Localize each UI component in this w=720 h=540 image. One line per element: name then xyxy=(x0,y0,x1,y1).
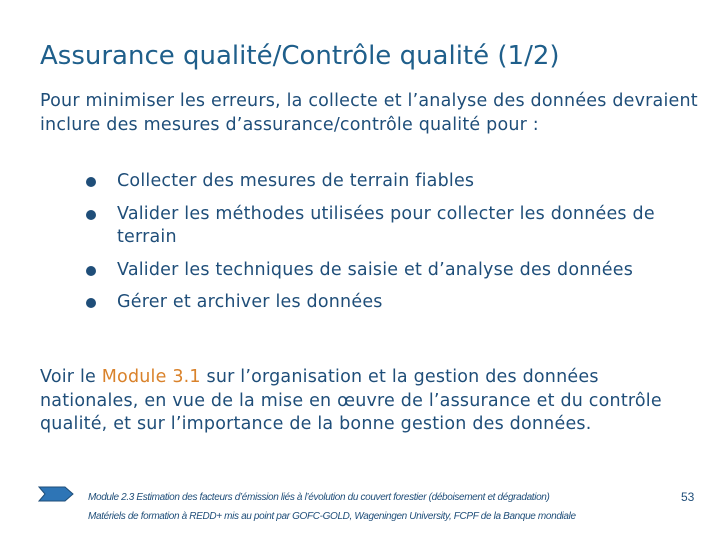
bullet-item xyxy=(86,259,706,283)
bullet-text: Gérer et archiver les données xyxy=(117,292,383,312)
bullet-dot-icon xyxy=(86,298,96,308)
bullet-text: Valider les techniques de saisie et d’analyse des données xyxy=(117,259,634,280)
bullet-dot-icon xyxy=(86,177,96,187)
bullet-list xyxy=(86,170,706,315)
module-reference-prefix: Voir le xyxy=(40,367,102,387)
module-reference-text: sur l’organisation et la gestion des données nationales, en vue de la mise en œuvre de l’assurance et du contrôle qualité, et sur l’importance de la bonne gestion des données. xyxy=(40,367,662,434)
page-number: 53 xyxy=(681,490,695,504)
slide-title: Assurance qualité/Contrôle qualité (1/2) xyxy=(40,41,560,72)
intro-paragraph: Pour minimiser les erreurs, la collecte et l’analyse des données devraient inclure des mesures d’assurance/contrôle qualité pour : xyxy=(40,91,698,135)
footer-line-module: Module 2.3 Estimation des facteurs d’émission liés à l’évolution du couvert forestier (déboisement et dégradation) xyxy=(88,492,550,503)
bullet-text: Valider les méthodes utilisées pour collecter les données de terrain xyxy=(117,203,655,247)
bullet-dot-icon xyxy=(86,266,96,276)
footer-line-materials: Matériels de formation à REDD+ mis au point par GOFC-GOLD, Wageningen University, FCPF de la Banque mondiale xyxy=(88,511,576,522)
arrow-right-icon xyxy=(38,486,74,502)
footer-credits xyxy=(88,488,576,526)
bullet-dot-icon xyxy=(86,210,96,220)
bullet-item xyxy=(86,291,706,315)
bullet-item xyxy=(86,203,706,250)
module-link[interactable]: Module 3.1 xyxy=(101,367,201,387)
bullet-text: Collecter des mesures de terrain fiables xyxy=(117,171,475,191)
bullet-item xyxy=(86,170,706,194)
module-reference-paragraph xyxy=(40,366,700,437)
